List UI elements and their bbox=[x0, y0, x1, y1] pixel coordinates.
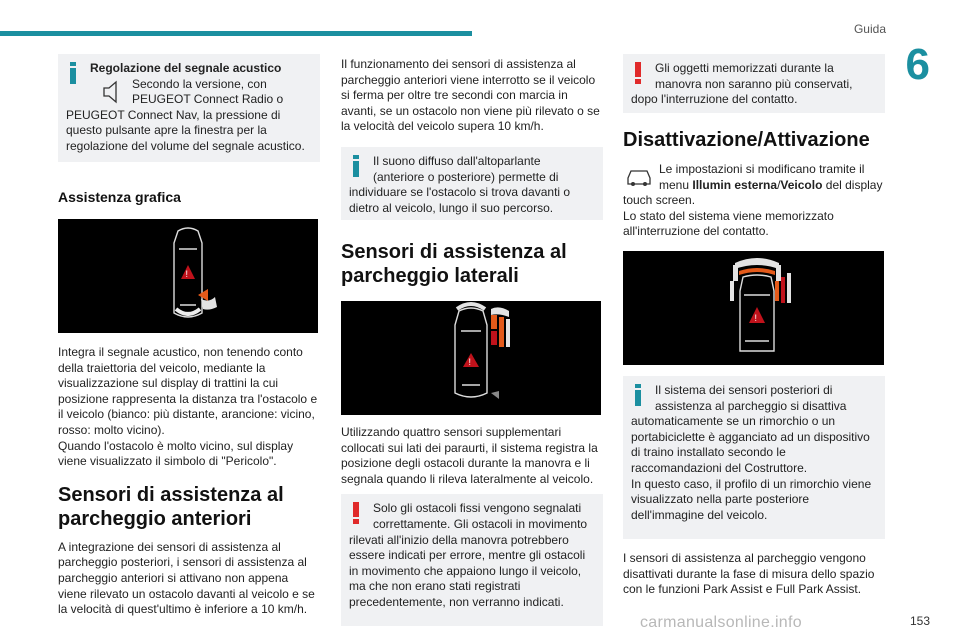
box-text: automaticamente se un rimorchio o un portabiciclette è agganciato ad un dispositivo di traino installato secondo le raccomandazioni del Costruttore. bbox=[631, 414, 870, 475]
box-line: Il sistema dei sensori posteriori di bbox=[655, 382, 833, 397]
box-line: manovra non saranno più conservati, bbox=[655, 76, 853, 91]
box-line: assistenza al parcheggio si disattiva bbox=[655, 398, 847, 413]
menu-name: Veicolo bbox=[780, 177, 823, 192]
svg-text:!: ! bbox=[185, 269, 189, 279]
warning-box-moving bbox=[341, 494, 603, 626]
page-number: 153 bbox=[909, 614, 930, 628]
box-line: Secondo la versione, con bbox=[132, 76, 267, 91]
info-box-speaker bbox=[341, 147, 603, 220]
svg-text:!: ! bbox=[468, 356, 472, 367]
svg-text:!: ! bbox=[754, 312, 758, 323]
header-accent-bar bbox=[0, 31, 472, 36]
warning-box-memory bbox=[623, 54, 885, 113]
text-part: del display bbox=[822, 177, 883, 192]
box-text: individuare se l'ostacolo si trova davanti o dietro al veicolo, lungo il suo percorso. bbox=[349, 185, 571, 215]
deactivation-image bbox=[623, 251, 884, 365]
heading-deactivation: Disattivazione/Attivazione bbox=[623, 129, 870, 151]
box-line: Solo gli ostacoli fissi vengono segnalati bbox=[373, 501, 582, 516]
box-line: Il suono diffuso dall'altoparlante bbox=[373, 153, 541, 168]
paragraph: Il funzionamento dei sensori di assistenza al parcheggio anteriori viene interrotto se il veicolo si ferma per oltre tre secondi con marcia in avanti, se un ostacolo non viene più rilevato o se la velocità del veicolo supera 10 km/h. bbox=[341, 57, 600, 134]
info-icon bbox=[66, 62, 81, 84]
text-part: / bbox=[777, 177, 781, 192]
box-line: (anteriore o posteriore) permette di bbox=[373, 169, 559, 184]
car-icon bbox=[623, 162, 655, 190]
section-title: Guida bbox=[853, 22, 886, 36]
menu-name: Illumin esterna bbox=[692, 177, 778, 192]
heading-graphic-assist: Assistenza grafica bbox=[58, 189, 181, 205]
box-title: Regolazione del segnale acustico bbox=[90, 61, 282, 75]
info-icon bbox=[349, 155, 364, 177]
column-1 bbox=[58, 54, 320, 618]
paragraph: Integra il segnale acustico, non tenendo conto della traiettoria del veicolo, mediante la visualizzazione sul display di trattini la cui posizione rappresenta la distanza tra l'ostacolo e il veicolo (bianco: più distante, arancione: vicino, rosso: molto vicino). bbox=[58, 345, 318, 437]
warning-icon bbox=[349, 502, 364, 524]
info-box-trailer bbox=[623, 376, 885, 539]
column-2 bbox=[341, 54, 603, 626]
speaker-icon bbox=[90, 77, 138, 107]
box-line: PEUGEOT Connect Radio o bbox=[132, 92, 284, 107]
chapter-number: 6 bbox=[905, 40, 930, 89]
info-icon bbox=[631, 384, 646, 406]
info-box-acoustic bbox=[58, 54, 320, 162]
paragraph: Utilizzando quattro sensori supplementari collocati sui lati dei paraurti, il sistema registra la posizione degli ostacoli durante la manovra e li segnala quando li rileva lateralmente al veicolo. bbox=[341, 424, 598, 486]
text-part: menu bbox=[659, 177, 693, 192]
box-line: correttamente. Gli ostacoli in movimento bbox=[373, 516, 588, 531]
heading-side-sensors: Sensori di assistenza al parcheggio laterali bbox=[341, 240, 567, 287]
watermark: carmanualsonline.info bbox=[640, 614, 802, 631]
settings-block bbox=[623, 162, 885, 240]
side-sensors-image bbox=[341, 301, 601, 415]
heading-front-sensors: Sensori di assistenza al parcheggio anteriori bbox=[58, 483, 284, 530]
paragraph: A integrazione dei sensori di assistenza al parcheggio posteriori, i sensori di assistenza al parcheggio anteriori si attivano non appena viene rilevato un ostacolo davanti al veicolo e se la velocità di quest'ultimo è inferiore a 10 km/h. bbox=[58, 539, 315, 617]
box-line: Gli oggetti memorizzati durante la bbox=[655, 61, 834, 75]
paragraph: Lo stato del sistema viene memorizzato all'interruzione del contatto. bbox=[623, 208, 834, 239]
paragraph: I sensori di assistenza al parcheggio vengono disattivati durante la fase di misura dello spazio con le funzioni Park Assist e Full Park Assist. bbox=[623, 550, 875, 597]
box-text: PEUGEOT Connect Nav, la pressione di questo pulsante apre la finestra per la regolazione del volume del segnale acustico. bbox=[66, 107, 305, 153]
column-3 bbox=[623, 54, 885, 598]
warning-icon bbox=[631, 62, 646, 84]
box-text: rilevati all'inizio della manovra potrebbero essere indicati per errore, mentre gli ostacoli in movimento che appaiono lungo il veicolo, ma che non erano stati registrati precedentemente, non verranno indicati. bbox=[349, 532, 586, 609]
paragraph: Quando l'ostacolo è molto vicino, sul display viene visualizzato il simbolo di "Pericolo". bbox=[58, 438, 294, 469]
box-text: In questo caso, il profilo di un rimorchio viene visualizzato nella parte posteriore dell'immagine del veicolo. bbox=[631, 476, 872, 522]
text-line: Le impostazioni si modificano tramite il bbox=[659, 162, 865, 176]
text-line: touch screen. bbox=[623, 193, 696, 208]
graphic-assist-image bbox=[58, 219, 318, 333]
box-text: dopo l'interruzione del contatto. bbox=[631, 92, 798, 107]
